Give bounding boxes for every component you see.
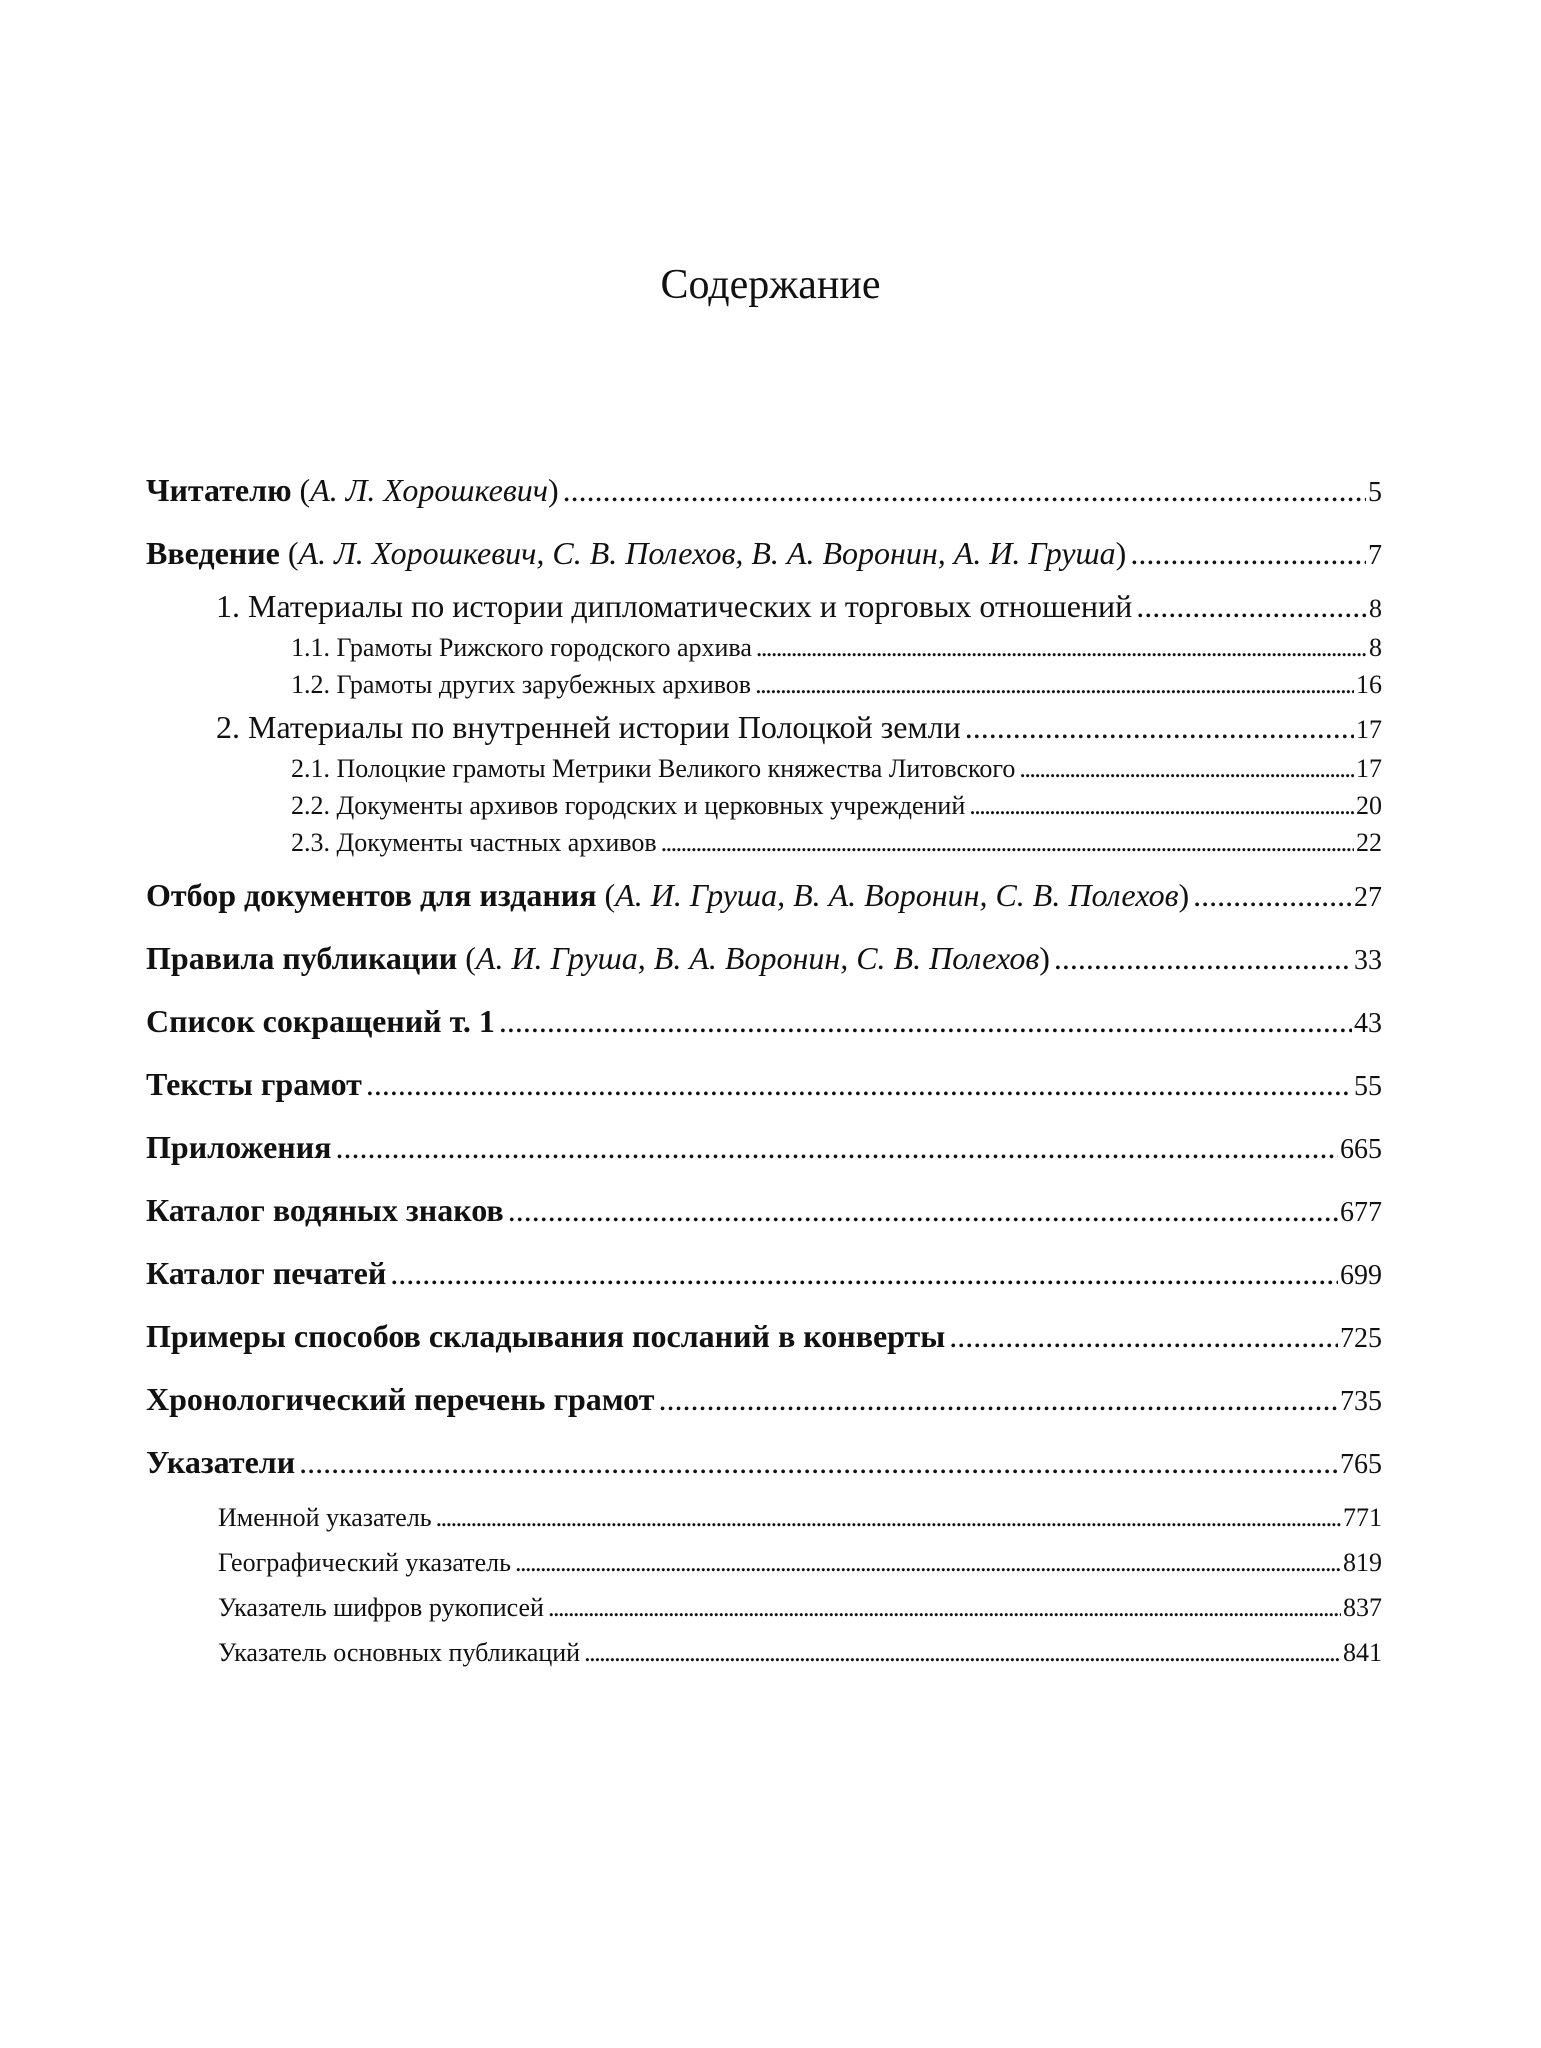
dot-leader [661,824,1354,861]
dot-leader [969,787,1354,824]
dot-leader [1019,750,1354,787]
toc-index-entry [146,1540,1382,1585]
toc-index-entry [146,1630,1382,1675]
toc-entry-title: Правила публикации [146,940,458,976]
toc-entry-indexes [146,1432,1382,1495]
toc-entry-title: Тексты грамот [146,1066,362,1102]
toc-entry-title: Хронологический перечень грамот [146,1381,655,1417]
toc-page-number: 771 [1343,1503,1382,1532]
toc-page-number: 7 [1368,540,1382,571]
toc-entry-title: 2.1. Полоцкие грамоты Метрики Великого княжества Литовского [291,754,1016,783]
toc-page-number: 819 [1343,1548,1382,1577]
toc-paren-open: ( [596,877,616,913]
toc-paren-open: ( [279,535,299,571]
toc-paren-close: ) [1178,877,1190,913]
toc-entry-title: 2. Материалы по внутренней истории Полоцкой земли [216,709,961,745]
toc-index-entry [146,1495,1382,1540]
toc-entry-title: Именной указатель [218,1503,432,1532]
toc-entry-title: 2.3. Документы частных архивов [291,828,657,857]
toc-entry-watermarks [146,1180,1382,1243]
toc-page-number: 8 [1369,633,1382,662]
toc-paren-close: ) [1039,940,1050,976]
toc-subsubsection [146,787,1382,824]
toc-entry-authors: А. И. Груша, В. А. Воронин, С. В. Полехов [615,877,1179,913]
toc-entry-title: Список сокращений т. 1 [146,1003,495,1039]
dot-leader [949,1306,1338,1366]
toc-entry-label [146,460,559,520]
toc-entry-title: Указатели [146,1444,296,1480]
dot-leader [965,707,1354,747]
toc-page-number: 17 [1356,754,1382,783]
dot-leader [508,1180,1338,1240]
toc-entry-title: Каталог водяных знаков [146,1192,504,1228]
page-title: Содержание [660,262,881,308]
toc-entry-title: Географический указатель [218,1548,511,1577]
dot-leader [390,1243,1338,1303]
dot-leader [584,1630,1341,1675]
toc-entry-label [146,865,1189,925]
dot-leader [658,1369,1338,1429]
toc-entry-title: Читателю [146,472,292,508]
toc-entry-abbreviations [146,991,1382,1054]
toc-entry-selection [146,865,1382,928]
toc-entry-title: 1.2. Грамоты других зарубежных архивов [291,670,752,699]
toc-entry-reader [146,460,1382,523]
dot-leader [1193,865,1352,925]
toc-page-number: 33 [1354,945,1382,976]
dot-leader [563,460,1366,520]
toc-page-number: 725 [1340,1323,1382,1354]
toc-entry-title: Отбор документов для издания [146,877,597,913]
toc-entry-title: Каталог печатей [146,1255,387,1291]
toc-subsubsection [146,629,1382,666]
toc-entry-title: Примеры способов складывания посланий в конверты [146,1318,946,1354]
toc-paren-open: ( [457,940,476,976]
table-of-contents [146,460,1382,1675]
dot-leader [1136,586,1367,626]
toc-entry-title: 2.2. Документы архивов городских и церковных учреждений [291,791,966,820]
toc-subsection [146,586,1382,629]
toc-entry-authors: А. И. Груша, В. А. Воронин, С. В. Полехов [475,940,1040,976]
toc-index-entry [146,1585,1382,1630]
toc-entry-title: Указатель шифров рукописей [218,1593,544,1622]
toc-page-number: 27 [1354,882,1382,913]
toc-entry-label [146,523,1126,583]
toc-entry-title: Приложения [146,1129,332,1165]
toc-entry-folding [146,1306,1382,1369]
dot-leader [499,991,1352,1051]
toc-entry-texts [146,1054,1382,1117]
toc-page-number: 665 [1340,1134,1382,1165]
toc-subsubsection [146,666,1382,703]
toc-subsubsection [146,750,1382,787]
toc-page-number: 17 [1356,715,1382,744]
dot-leader [548,1585,1341,1630]
toc-paren-close: ) [548,472,559,508]
toc-entry-authors: А. Л. Хорошкевич, С. В. Полехов, В. А. Воронин, А. И. Груша [298,535,1116,571]
toc-entry-appendices [146,1117,1382,1180]
dot-leader [1054,928,1352,988]
toc-entry-introduction [146,523,1382,586]
dot-leader [1130,523,1366,583]
toc-paren-open: ( [291,472,311,508]
toc-subsubsection [146,824,1382,861]
dot-leader [756,629,1367,666]
toc-page-number: 735 [1340,1386,1382,1417]
toc-page-number: 699 [1340,1260,1382,1291]
dot-leader [335,1117,1338,1177]
toc-page-number: 677 [1340,1197,1382,1228]
toc-entry-title: 1.1. Грамоты Рижского городского архива [291,633,752,662]
toc-page-number: 43 [1354,1008,1382,1039]
toc-page-number: 55 [1354,1071,1382,1102]
dot-leader [515,1540,1341,1585]
toc-page-number: 5 [1368,477,1382,508]
toc-paren-close: ) [1115,535,1127,571]
toc-entry-seals [146,1243,1382,1306]
toc-page-number: 16 [1356,670,1382,699]
toc-subsection [146,707,1382,750]
toc-page-number: 22 [1356,828,1382,857]
toc-page-number: 837 [1343,1593,1382,1622]
dot-leader [299,1432,1338,1492]
dot-leader [755,666,1354,703]
dot-leader [436,1495,1341,1540]
toc-entry-title: Указатель основных публикаций [218,1638,581,1667]
toc-entry-chronology [146,1369,1382,1432]
toc-entry-label [146,928,1050,988]
toc-page-number: 765 [1340,1449,1382,1480]
toc-page-number: 8 [1369,594,1382,623]
toc-entry-rules [146,928,1382,991]
dot-leader [366,1054,1352,1114]
toc-entry-title: Введение [146,535,280,571]
toc-page-number: 841 [1343,1638,1382,1667]
toc-entry-authors: А. Л. Хорошкевич [310,472,548,508]
toc-page-number: 20 [1356,791,1382,820]
toc-entry-title: 1. Материалы по истории дипломатических и торговых отношений [216,588,1133,624]
